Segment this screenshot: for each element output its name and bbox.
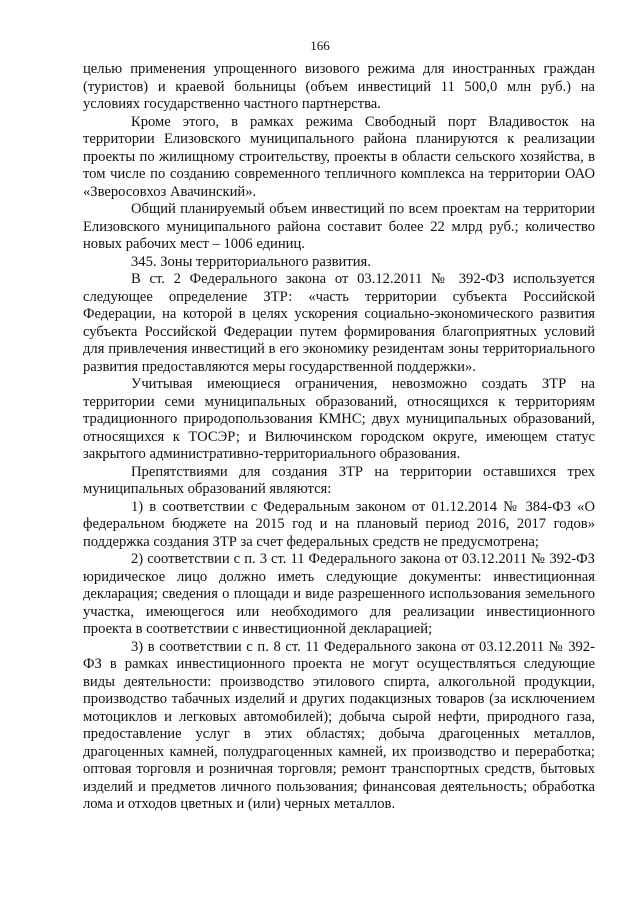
document-body <box>83 61 595 814</box>
list-item-1: 1) в соответствии с Федеральным законом от 01.12.2014 № 384-ФЗ «О федеральном бюджете на 2015 год и на плановый период 2016, 2017 годов» поддержка создания ЗТР за счет федеральных средств не предусмотрена; <box>83 498 595 550</box>
section-heading: 345. Зоны территориального развития. <box>131 253 371 270</box>
paragraph-investment-total: Общий планируемый объем инвестиций по всем проектам на территории Елизовского муниципального района составит более 22 млрд руб.; количество новых рабочих мест – 1006 единиц. <box>83 201 595 252</box>
paragraph-continuation: целью применения упрощенного визового режима для иностранных граждан (туристов) и краевой больницы (объем инвестиций 11 500,0 млн руб.) на условиях государственно частного партнерства. <box>83 61 595 112</box>
list-item-3: 3) в соответствии с п. 8 ст. 11 Федерального закона от 03.12.2011 № 392-ФЗ в рамках инвестиционного проекта не могут осуществляться следующие виды деятельности: производство этилового спирта, алкогольной продукции, производство табачных изделий и других подакцизных товаров (за исключением мотоциклов и легковых автомобилей); добыча сырой нефти, природного газа, предоставление услуг в этих областях; добыча драгоценных металлов, драгоценных камней, полудрагоценных камней, их производство и переработка; оптовая торговля и розничная торговля; ремонт транспортных средств, бытовых изделий и предметов личного пользования; финансовая деятельность; обработка лома и отходов цветных и (или) черных металлов. <box>83 638 595 812</box>
paragraph-restrictions: Учитывая имеющиеся ограничения, невозможно создать ЗТР на территории семи муниципальных образований, относящихся к территориям традиционного природопользования КМНС; двух муниципальных образований, относящихся к ТОСЭР; и Вилючинском городском округе, имеющем статус закрытого административно-территориального образования. <box>83 376 595 462</box>
list-item-2: 2) соответствии с п. 3 ст. 11 Федерального закона от 03.12.2011 № 392-ФЗ юридическое лицо должно иметь следующие документы: инвестиционная декларация; сведения о площади и виде разрешенного использования земельного участка, имеющегося или необходимого для реализации инвестиционного проекта в соответствии с инвестиционной декларацией; <box>83 551 595 637</box>
paragraph-free-port-projects: Кроме этого, в рамках режима Свободный порт Владивосток на территории Елизовского муниципального района планируются к реализации проекты по жилищному строительству, проекты в области сельского хозяйства, в том числе по созданию современного тепличного комплекса на территории ОАО «Зверосовхоз Авачинский». <box>83 113 595 200</box>
paragraph-ztr-definition: В ст. 2 Федерального закона от 03.12.2011 № 392-ФЗ используется следующее определение ЗТР: «часть территории субъекта Российской Федерации, на которой в целях ускорения социально-экономического развития субъекта Российской Федерации путем формирования благоприятных условий для привлечения инвестиций в его экономику резидентам зоны территориального развития предоставляются меры государственной поддержки». <box>83 271 595 375</box>
paragraph-obstacles-intro: Препятствиями для создания ЗТР на территории оставшихся трех муниципальных образований являются: <box>83 463 595 497</box>
page-number: 166 <box>310 38 330 53</box>
